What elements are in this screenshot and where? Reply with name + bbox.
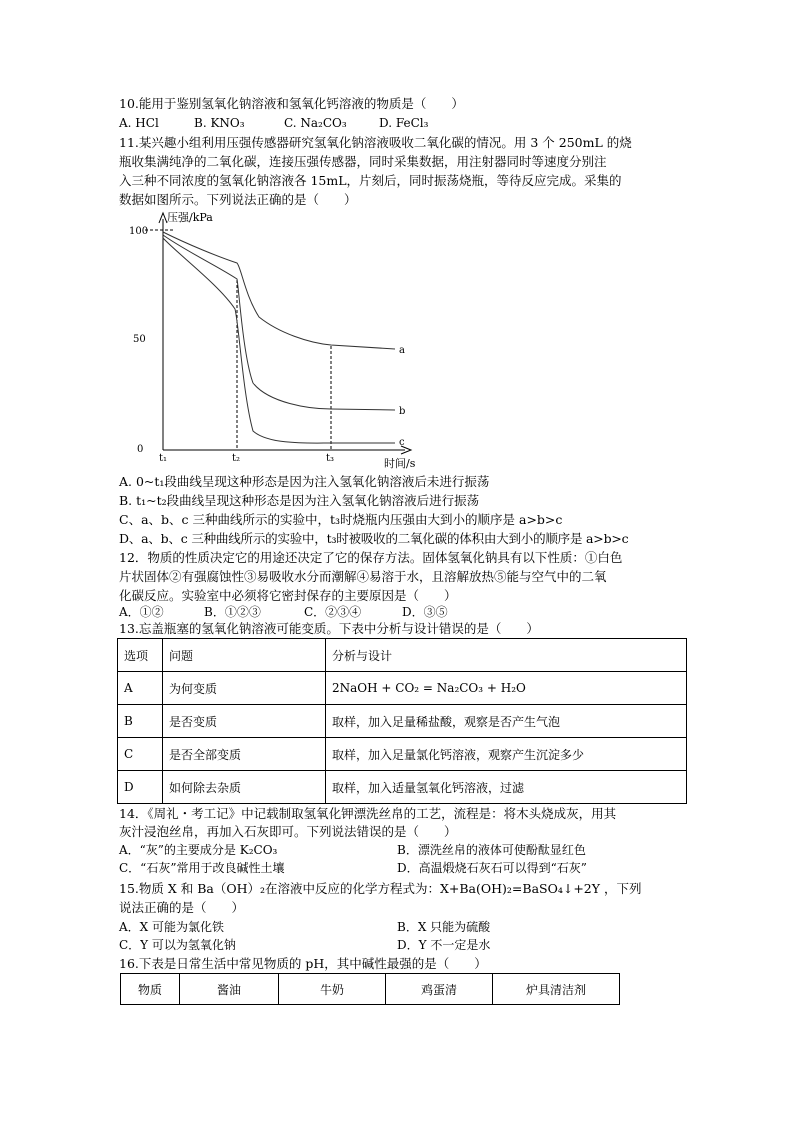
q15-option-a: A．X 可能为氯化铁: [119, 920, 225, 934]
q14-option-b: B．漂洗丝帛的液体可使酚酞显红色: [397, 843, 586, 857]
curve-a: [163, 232, 395, 349]
table-cell: 酱油: [180, 974, 279, 1005]
table-cell: 是否变质: [163, 705, 326, 738]
q11-stem-line-1: 11.某兴趣小组利用压强传感器研究氢氧化钠溶液吸收二氧化碳的情况。用 3 个 250mL 的烧: [119, 135, 632, 150]
q12-option-a: A．①②: [119, 605, 164, 619]
q10-option-b: B. KNO₃: [194, 116, 245, 130]
q16-stem: 16.下表是日常生活中常见物质的 pH，其中碱性最强的是（ ）: [119, 956, 487, 971]
table-row: [118, 705, 687, 738]
q11-stem-line-4: 数据如图所示。下列说法正确的是（ ）: [119, 192, 357, 207]
table-cell: 炉具清洁剂: [493, 974, 620, 1005]
table-row: [118, 738, 687, 771]
q15-option-d: D．Y 不一定是水: [397, 938, 491, 952]
x-tick-t3: t₃: [326, 453, 335, 464]
table-row: [118, 672, 687, 705]
table-cell: A: [118, 672, 163, 705]
table-cell: 取样，加入足量氯化钙溶液，观察产生沉淀多少: [326, 738, 687, 771]
table-cell: 物质: [121, 974, 180, 1005]
table-cell: C: [118, 738, 163, 771]
curve-a-label: a: [399, 345, 405, 356]
x-tick-t2: t₂: [232, 453, 241, 464]
y-axis-label: 压强/kPa: [167, 211, 213, 224]
y-tick-50: 50: [133, 334, 146, 345]
q10-option-c: C. Na₂CO₃: [284, 116, 347, 130]
table-cell: 取样，加入适量氢氧化钙溶液，过滤: [326, 771, 687, 804]
q14-option-a: A．“灰”的主要成分是 K₂CO₃: [119, 843, 278, 857]
x-axis-label: 时间/s: [384, 457, 416, 470]
q14-option-d: D．高温煅烧石灰石可以得到“石灰”: [397, 861, 587, 875]
q12-options: [119, 603, 679, 621]
q11-option-a: A. 0~t₁段曲线呈现这种形态是因为注入氢氧化钠溶液后未进行振荡: [119, 474, 490, 489]
q14-stem-line-1: 14．《周礼・考工记》中记载制取氢氧化钾漂洗丝帛的工艺，流程是：将木头烧成灰，用其: [119, 806, 617, 821]
q11-stem-line-2: 瓶收集满纯净的二氧化碳，连接压强传感器，同时采集数据，用注射器同时等速度分别注: [119, 154, 607, 169]
y-tick-100: 100: [129, 226, 149, 237]
q12-option-c: C．②③④: [304, 605, 362, 619]
q12-option-b: B．①②③: [204, 605, 261, 619]
q15-stem-line-2: 说法正确的是（ ）: [119, 900, 245, 915]
curve-c: [163, 238, 395, 443]
q15-stem-line-1: 15.物质 X 和 Ba（OH）₂在溶液中反应的化学方程式为：X+Ba(OH)₂=BaSO₄↓+2Y ，下列: [119, 881, 642, 896]
q14-stem-line-2: 灰汁浸泡丝帛，再加入石灰即可。下列说法错误的是（ ）: [119, 824, 457, 839]
table-cell: 2NaOH + CO₂ = Na₂CO₃ + H₂O: [326, 672, 687, 705]
table-cell: B: [118, 705, 163, 738]
curve-c-label: c: [399, 437, 405, 448]
table-row: [121, 974, 620, 1005]
table-row: [118, 771, 687, 804]
q10-option-a: A. HCl: [119, 116, 159, 130]
q14-options: [119, 841, 699, 877]
q11-option-c: C、a、b、c 三种曲线所示的实验中，t₃时烧瓶内压强由大到小的顺序是 a>b>c: [119, 512, 563, 527]
table-cell: 取样，加入足量稀盐酸，观察是否产生气泡: [326, 705, 687, 738]
q11-option-d: D、a、b、c 三种曲线所示的实验中，t₃时被吸收的二氧化碳的体积由大到小的顺序是 a>b>c: [119, 531, 629, 546]
q12-stem-line-3: 化碳反应。实验室中必须将它密封保存的主要原因是（ ）: [119, 588, 457, 603]
header-cell: 选项: [118, 639, 163, 672]
q11-stem-line-3: 入三种不同浓度的氢氧化钠溶液各 15mL，片刻后，同时振荡烧瓶，等待反应完成。采集的: [119, 173, 622, 188]
curve-b: [163, 235, 395, 410]
q14-option-c: C．“石灰”常用于改良碱性土壤: [119, 861, 285, 875]
table-cell: 为何变质: [163, 672, 326, 705]
q10-option-d: D. FeCl₃: [379, 116, 429, 130]
table-cell: 牛奶: [279, 974, 386, 1005]
pressure-chart: [119, 205, 419, 470]
table-header-row: [118, 639, 687, 672]
q13-table: [117, 638, 687, 804]
q13-stem: 13.忘盖瓶塞的氢氧化钠溶液可能变质。下表中分析与设计错误的是（ ）: [119, 621, 539, 636]
table-cell: 如何除去杂质: [163, 771, 326, 804]
q12-option-d: D．③⑤: [402, 605, 448, 619]
table-cell: D: [118, 771, 163, 804]
table-cell: 是否全部变质: [163, 738, 326, 771]
q10-stem: 10.能用于鉴别氢氧化钠溶液和氢氧化钙溶液的物质是（ ）: [119, 96, 464, 111]
curve-b-label: b: [399, 406, 406, 417]
q15-option-c: C．Y 可以为氢氧化钠: [119, 938, 236, 952]
q11-option-b: B. t₁~t₂段曲线呈现这种形态是因为注入氢氧化钠溶液后进行振荡: [119, 493, 480, 508]
q16-table: [120, 973, 620, 1005]
x-tick-t1: t₁: [159, 453, 168, 464]
q15-options: [119, 918, 699, 954]
header-cell: 分析与设计: [326, 639, 687, 672]
q12-stem-line-2: 片状固体②有强腐蚀性③易吸收水分而潮解④易溶于水，且溶解放热⑤能与空气中的二氧: [119, 569, 607, 584]
q15-option-b: B．X 只能为硫酸: [397, 920, 491, 934]
q12-stem-line-1: 12．物质的性质决定它的用途还决定了它的保存方法。固体氢氧化钠具有以下性质：①白色: [119, 550, 623, 565]
header-cell: 问题: [163, 639, 326, 672]
y-tick-0: 0: [137, 444, 144, 455]
q10-options: [119, 114, 679, 132]
table-cell: 鸡蛋清: [386, 974, 493, 1005]
